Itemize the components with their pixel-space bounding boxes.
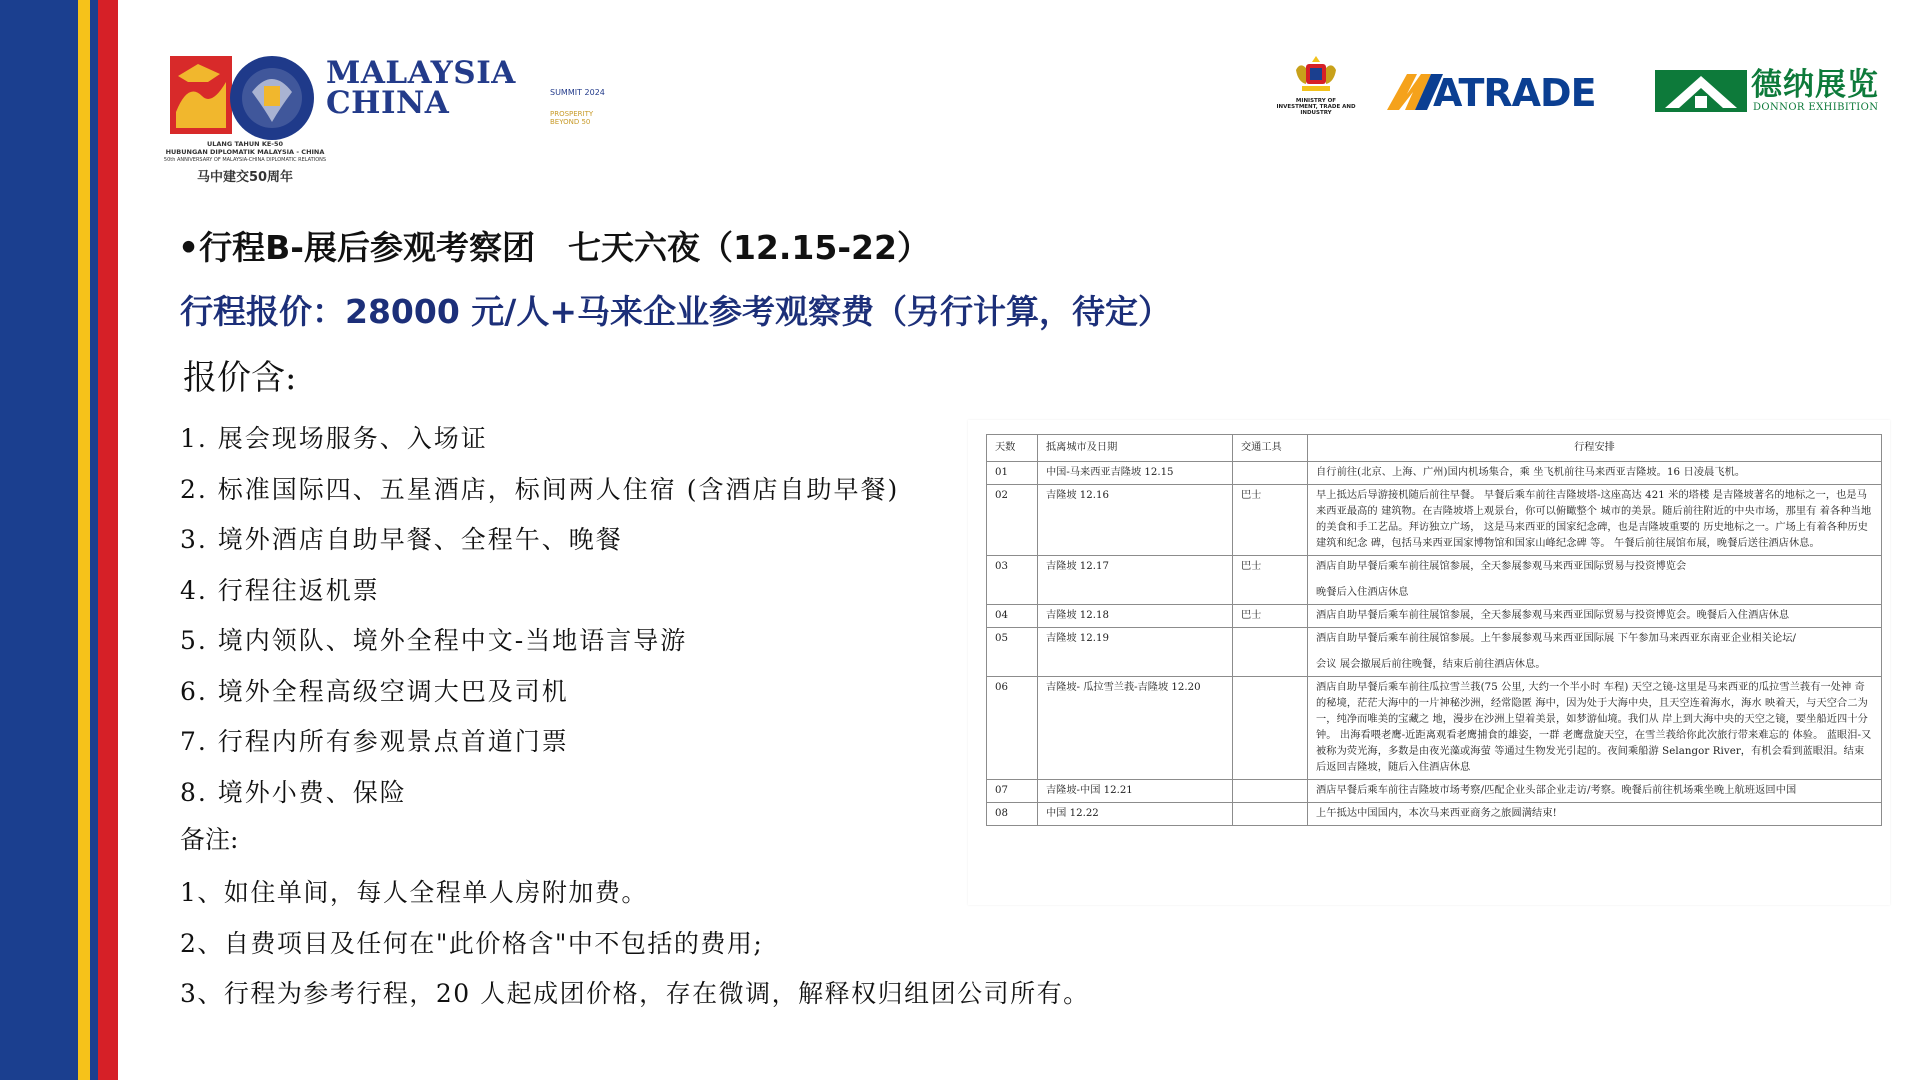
- cell-plan: 早上抵达后导游接机随后前往早餐。 早餐后乘车前往吉隆坡塔-这座高达 421 米的塔楼 是吉隆坡著名的地标之一，也是马来西亚最高的 建筑物。在吉隆坡塔上观景台，你可以俯瞰整个 城市的美景。随后前往附近的中央市场，那里有 着各种当地的美食和手工艺品。拜访独立广场， 这是马来西亚的国家纪念碑，也是吉隆坡重要的 历史地标之一。广场上有着各种历史建筑和纪念 碑，包括马来西亚国家博物馆和国家山峰纪念碑 等。 午餐后前往展馆布展，晚餐后送往酒店休息。: [1308, 485, 1882, 556]
- anniversary-cn-label: 马中建交50周年: [196, 170, 294, 185]
- cell-plan: [1308, 556, 1882, 605]
- cell-city: 吉隆坡- 瓜拉雪兰莪-吉隆坡 12.20: [1038, 677, 1233, 780]
- itinerary-table: [986, 434, 1882, 826]
- cell-day: 03: [987, 556, 1038, 605]
- list-item: 4. 行程往返机票: [180, 575, 380, 605]
- donnor-cn-name: 德纳展览: [1751, 67, 1879, 103]
- table-row: [987, 780, 1882, 803]
- includes-list: [180, 414, 899, 818]
- list-item: 5. 境内领队、境外全程中文-当地语言导游: [180, 626, 688, 655]
- plan-line: 会议 展会撤展后前往晚餐，结束后前往酒店休息。: [1316, 659, 1546, 670]
- cell-city: 吉隆坡-中国 12.21: [1038, 780, 1233, 803]
- table-row: [987, 462, 1882, 485]
- table-row: [987, 677, 1882, 780]
- coat-of-arms-icon: [1290, 54, 1342, 94]
- cell-city: 中国 12.22: [1038, 803, 1233, 826]
- cell-city: 吉隆坡 12.17: [1038, 556, 1233, 605]
- list-item: 8. 境外小费、保险: [180, 777, 407, 807]
- cell-day: 07: [987, 780, 1038, 803]
- plan-line: 酒店自助早餐后乘车前往展馆参展，全天参展参观马来西亚国际贸易与投资博览会: [1316, 561, 1687, 572]
- cell-transport: 巴士: [1233, 556, 1308, 605]
- cell-plan: 酒店自助早餐后乘车前往瓜拉雪兰莪(75 公里, 大约一个半小时 车程) 天空之镜-这里是马来西亚的瓜拉雪兰莪有一处神 奇的秘境，茫茫大海中的一片神秘沙洲，经常隐匿 海中，因为处于大海中央，且天空连着海水，海水 映着天，与天空合二为一，纯净而唯美的宝藏之 地，漫步在沙洲上望着美景，如梦游仙境。我们从 岸上到大海中央的天空之镜，要坐船近四十分钟。 出海看喂老鹰-近距离观看老鹰捕食的雄姿，一群 老鹰盘旋天空，在雪兰莪给你此次旅行带来难忘的 体验。 蓝眼泪-又被称为荧光海，多数是由夜光藻或海萤 等通过生物发光引起的。夜间乘船游 Selangor River，有机会看到蓝眼泪。结束后返回吉隆坡，随后入住酒店休息: [1308, 677, 1882, 780]
- cell-day: 02: [987, 485, 1038, 556]
- cell-transport: [1233, 462, 1308, 485]
- cell-day: 04: [987, 605, 1038, 628]
- header-plan: 行程安排: [1308, 435, 1882, 462]
- table-row: [987, 556, 1882, 605]
- plan-line: 酒店自助早餐后乘车前往展馆参展。上午参展参观马来西亚国际展 下午参加马来西亚东南亚企业相关论坛/: [1316, 633, 1797, 644]
- cell-plan: 酒店自助早餐后乘车前往展馆参展，全天参展参观马来西亚国际贸易与投资博览会。晚餐后入住酒店休息: [1308, 605, 1882, 628]
- 50th-anniversary-emblem: [168, 52, 318, 144]
- header-day: 天数: [987, 435, 1038, 462]
- donnor-house-icon: [1655, 70, 1747, 112]
- table-row: [987, 485, 1882, 556]
- includes-label: 报价含:: [183, 358, 297, 398]
- list-item: 1、如住单间，每人全程单人房附加费。: [180, 878, 648, 907]
- left-stripe-blue-thin: [90, 0, 98, 1080]
- cell-plan: [1308, 628, 1882, 677]
- matrade-wordmark: ATRADE: [1433, 71, 1596, 115]
- notes-list: [180, 868, 1090, 1020]
- table-row: [987, 803, 1882, 826]
- itinerary-title: •行程B-展后参观考察团 七天六夜（12.15-22）: [178, 228, 930, 267]
- table-header-row: [987, 435, 1882, 462]
- left-stripe-yellow: [78, 0, 90, 1080]
- plan-line: 晚餐后入住酒店休息: [1316, 587, 1409, 598]
- table-row: [987, 605, 1882, 628]
- list-item: 3. 境外酒店自助早餐、全程午、晚餐: [180, 525, 623, 554]
- cell-plan: 上午抵达中国国内，本次马来西亚商务之旅圆满结束!: [1308, 803, 1882, 826]
- cell-day: 05: [987, 628, 1038, 677]
- cell-transport: [1233, 780, 1308, 803]
- summit-year: SUMMIT 2024: [550, 88, 605, 97]
- cell-city: 吉隆坡 12.18: [1038, 605, 1233, 628]
- cell-city: 中国-马来西亚吉隆坡 12.15: [1038, 462, 1233, 485]
- table-row: [987, 628, 1882, 677]
- cell-transport: [1233, 677, 1308, 780]
- matrade-logo: [1385, 70, 1625, 114]
- header-transport: 交通工具: [1233, 435, 1308, 462]
- cell-transport: [1233, 628, 1308, 677]
- list-item: 2、自费项目及任何在"此价格含"中不包括的费用;: [180, 928, 764, 958]
- cell-city: 吉隆坡 12.19: [1038, 628, 1233, 677]
- cell-day: 01: [987, 462, 1038, 485]
- cell-plan: 自行前往(北京、上海、广州)国内机场集合，乘 坐飞机前往马来西亚吉隆坡。16 日凌晨飞机。: [1308, 462, 1882, 485]
- cell-day: 08: [987, 803, 1038, 826]
- cell-transport: [1233, 803, 1308, 826]
- cell-city: 吉隆坡 12.16: [1038, 485, 1233, 556]
- header-city-date: 抵离城市及日期: [1038, 435, 1233, 462]
- left-stripe-blue: [0, 0, 78, 1080]
- notes-label: 备注:: [180, 825, 239, 854]
- list-item: 1. 展会现场服务、入场证: [180, 424, 488, 453]
- summit-title: MALAYSIA CHINA: [326, 55, 516, 121]
- miti-logo: [1268, 54, 1364, 114]
- list-item: 7. 行程内所有参观景点首道门票: [180, 727, 569, 756]
- cell-plan: 酒店早餐后乘车前往吉隆坡市场考察/匹配企业头部企业走访/考察。晚餐后前往机场乘坐晚上航班返回中国: [1308, 780, 1882, 803]
- cell-transport: 巴士: [1233, 485, 1308, 556]
- list-item: 6. 境外全程高级空调大巴及司机: [180, 676, 569, 706]
- list-item: 3、行程为参考行程，20 人起成团价格，存在微调，解释权归组团公司所有。: [180, 979, 1090, 1008]
- summit-tagline: PROSPERITY BEYOND 50: [550, 110, 594, 126]
- cell-transport: 巴士: [1233, 605, 1308, 628]
- itinerary-price: 行程报价：28000 元/人+马来企业参考观察费（另行计算，待定）: [180, 292, 1171, 331]
- itinerary-table-card: [968, 420, 1890, 905]
- left-stripe-red: [98, 0, 118, 1080]
- cell-day: 06: [987, 677, 1038, 780]
- list-item: 2. 标准国际四、五星酒店，标间两人住宿 (含酒店自助早餐): [180, 474, 900, 504]
- ministry-name: MINISTRY OF INVESTMENT, TRADE AND INDUSTRY: [1276, 98, 1356, 116]
- donnor-en-name: DONNOR EXHIBITION: [1753, 102, 1879, 113]
- malaysia-china-summit-logo: [160, 48, 605, 188]
- anniversary-caption: ULANG TAHUN KE-50 HUBUNGAN DIPLOMATIK MALAYSIA - CHINA 50th ANNIVERSARY OF MALAYSIA-CHINA DIPLOMATIC RELATIONS: [163, 140, 327, 163]
- donnor-exhibition-logo: [1655, 67, 1895, 116]
